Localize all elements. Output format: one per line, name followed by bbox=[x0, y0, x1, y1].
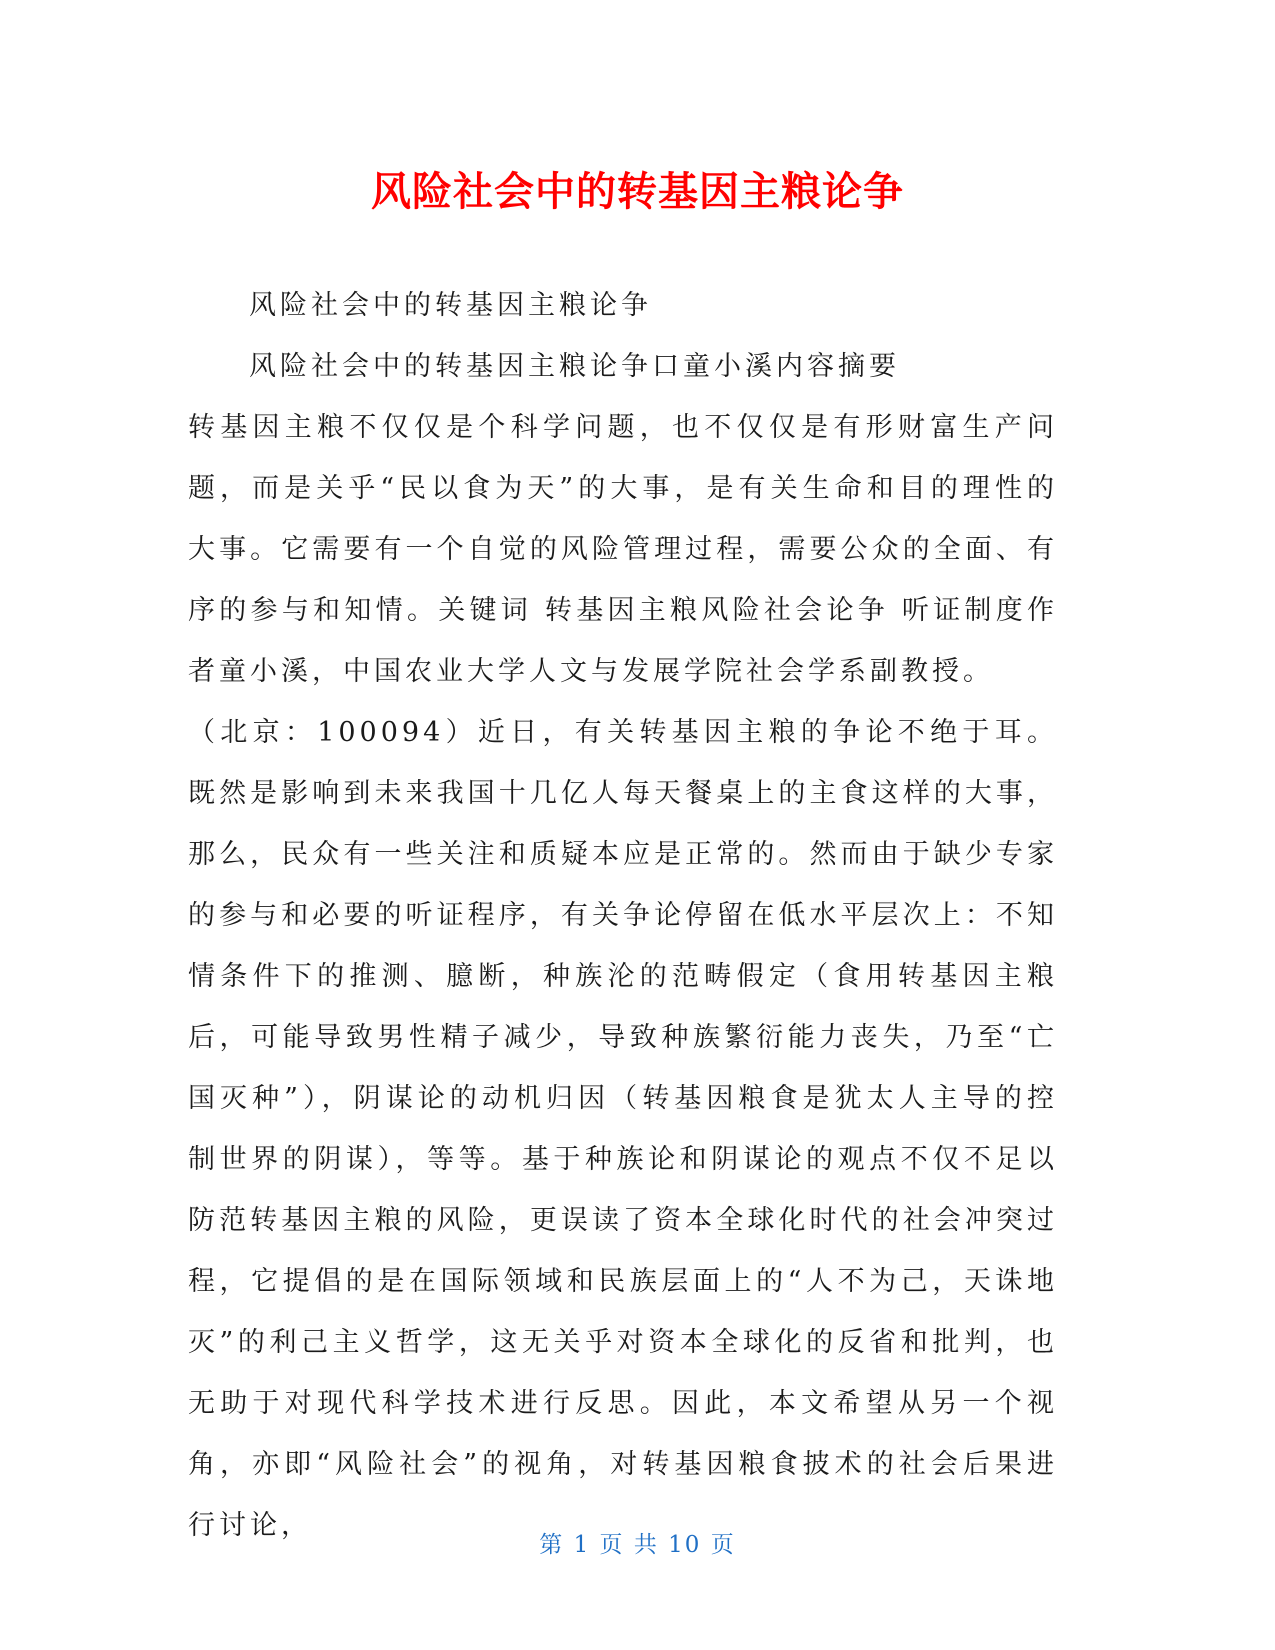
body-paragraph: （北京：100094）近日，有关转基因主粮的争论不绝于耳。既然是影响到未来我国十几亿人每天餐桌上的主食这样的大事，那么，民众有一些关注和质疑本应是正常的。然而由于缺少专家的参与和必要的听证程序，有关争论停留在低水平层次上：不知情条件下的推测、臆断，种族沦的范畴假定（食用转基因主粮后，可能导致男性精子减少，导致种族繁衍能力丧失，乃至“亡国灭种”），阴谋论的动机归因（转基因粮食是犹太人主导的控制世界的阴谋），等等。基于种族论和阴谋论的观点不仅不足以防范转基因主粮的风险，更误读了资本全球化时代的社会冲突过程，它提倡的是在国际领域和民族层面上的“人不为己，天诛地灭”的利己主义哲学，这无关乎对资本全球化的反省和批判，也无助于对现代科学技术进行反思。因此，本文希望从另一个视角，亦即“风险社会”的视角，对转基因粮食披术的社会后果进行讨论， bbox=[188, 717, 1058, 1541]
abstract-paragraph: 转基因主粮不仅仅是个科学问题，也不仅仅是有形财富生产问题，而是关乎“民以食为天”的大事，是有关生命和目的理性的大事。它需要有一个自觉的风险管理过程，需要公众的全面、有序的参与和知情。关键词 转基因主粮风险社会论争 听证制度作者童小溪，中国农业大学人文与发展学院社会学系副教授。 bbox=[188, 412, 1058, 687]
document-title: 风险社会中的转基因主粮论争 bbox=[371, 169, 904, 215]
page-footer: 第 1 页 共 10 页 bbox=[539, 1532, 736, 1558]
subtitle-line: 风险社会中的转基因主粮论争 bbox=[249, 290, 652, 321]
abstract-heading: 风险社会中的转基因主粮论争口童小溪内容摘要 bbox=[249, 351, 900, 382]
document-body bbox=[188, 275, 1058, 1556]
